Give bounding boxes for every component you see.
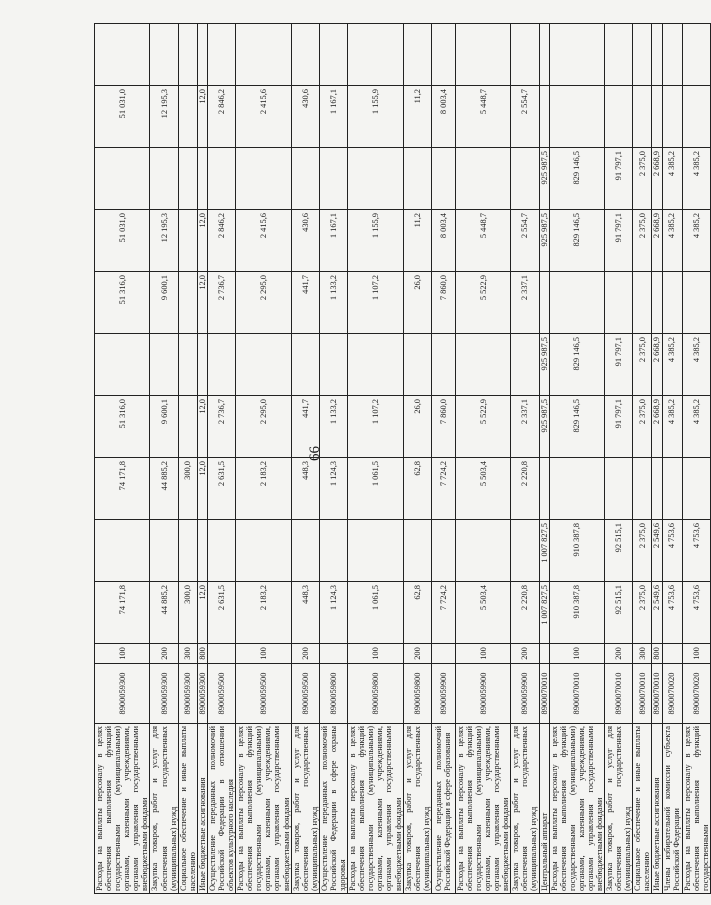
row-value-cell: 2 668,9 <box>652 148 662 210</box>
row-value-cell: 91 797,1 <box>605 210 633 272</box>
row-value-cell <box>403 520 431 582</box>
row-value-cell <box>652 86 662 148</box>
row-name-cell: Расходы на выплаты персоналу в целях обеспечения выполнения функций государственными (муниципальными) органами, казенными учреждениями, органами управления государственными внебюджетными фондами <box>236 724 291 894</box>
row-value-cell: 2 375,0 <box>633 334 652 396</box>
table-row <box>682 24 710 894</box>
row-value-cell: 2 554,7 <box>511 210 539 272</box>
row-value-cell <box>207 520 235 582</box>
table-row <box>291 24 319 894</box>
row-value-cell: 925 987,5 <box>539 148 549 210</box>
row-value-cell <box>549 24 604 86</box>
row-value-cell <box>178 148 197 210</box>
row-value-cell: 4 385,2 <box>682 210 710 272</box>
row-value-cell: 51 031,0 <box>95 86 150 148</box>
table-row <box>150 24 178 894</box>
row-value-cell: 9 600,1 <box>150 396 178 458</box>
row-value-cell: 2 736,7 <box>207 272 235 334</box>
row-value-cell <box>178 334 197 396</box>
row-value-cell: 91 797,1 <box>605 334 633 396</box>
row-code-cell: 8900059900 <box>431 664 455 724</box>
row-expense-type-cell: 100 <box>549 644 604 664</box>
row-value-cell <box>511 24 539 86</box>
budget-table <box>94 23 711 894</box>
row-value-cell <box>197 520 207 582</box>
row-value-cell: 448,3 <box>291 458 319 520</box>
row-value-cell <box>178 396 197 458</box>
row-value-cell: 2 554,7 <box>511 86 539 148</box>
row-value-cell <box>633 86 652 148</box>
row-value-cell <box>652 272 662 334</box>
table-row <box>605 24 633 894</box>
row-code-cell: 8900070010 <box>549 664 604 724</box>
row-value-cell: 2 549,6 <box>652 520 662 582</box>
table-row <box>633 24 652 894</box>
row-value-cell: 4 753,6 <box>682 582 710 644</box>
row-code-cell: 8900070020 <box>662 664 682 724</box>
row-value-cell <box>150 520 178 582</box>
table-row <box>652 24 662 894</box>
row-value-cell <box>319 148 347 210</box>
table-row <box>511 24 539 894</box>
row-value-cell: 1 107,2 <box>348 272 403 334</box>
row-value-cell: 2 415,6 <box>236 210 291 272</box>
row-value-cell <box>539 458 549 520</box>
row-value-cell: 74 171,8 <box>95 582 150 644</box>
row-value-cell <box>455 334 510 396</box>
row-value-cell <box>150 148 178 210</box>
row-value-cell: 910 387,8 <box>549 582 604 644</box>
row-name-cell: Расходы на выплаты персоналу в целях обеспечения выполнения функций государственными (муниципальными) органами, казенными учреждениями, органами управления государственными внебюджетными фондами <box>95 724 150 894</box>
row-value-cell: 829 146,5 <box>549 210 604 272</box>
row-value-cell <box>682 24 710 86</box>
row-value-cell: 441,7 <box>291 272 319 334</box>
row-value-cell <box>539 272 549 334</box>
row-code-cell: 8900059300 <box>95 664 150 724</box>
row-code-cell: 8900070010 <box>633 664 652 724</box>
row-value-cell: 12,0 <box>197 86 207 148</box>
row-name-cell: Иные бюджетные ассигнования <box>652 724 662 894</box>
row-value-cell: 5 503,4 <box>455 458 510 520</box>
row-value-cell <box>207 334 235 396</box>
row-value-cell: 2 295,0 <box>236 396 291 458</box>
row-value-cell: 62,8 <box>403 582 431 644</box>
row-expense-type-cell: 800 <box>652 644 662 664</box>
row-value-cell: 11,2 <box>403 86 431 148</box>
table-row <box>431 24 455 894</box>
row-value-cell <box>236 334 291 396</box>
row-value-cell: 300,0 <box>178 582 197 644</box>
row-value-cell <box>431 334 455 396</box>
row-value-cell: 12,0 <box>197 210 207 272</box>
row-value-cell: 12,0 <box>197 396 207 458</box>
page-number-text: 66 <box>306 445 323 461</box>
row-value-cell: 7 724,2 <box>431 582 455 644</box>
row-expense-type-cell: 300 <box>178 644 197 664</box>
row-value-cell <box>197 334 207 396</box>
row-name-cell: Социальное обеспечение и иные выплаты населению <box>633 724 652 894</box>
row-value-cell: 2 668,9 <box>652 396 662 458</box>
row-value-cell <box>348 520 403 582</box>
row-value-cell <box>319 520 347 582</box>
row-code-cell: 8900070010 <box>605 664 633 724</box>
row-value-cell: 4 385,2 <box>662 396 682 458</box>
row-value-cell: 12,0 <box>197 272 207 334</box>
row-value-cell: 91 797,1 <box>605 396 633 458</box>
row-value-cell: 2 668,9 <box>652 210 662 272</box>
row-value-cell <box>682 272 710 334</box>
table-row <box>348 24 403 894</box>
table-row <box>455 24 510 894</box>
row-expense-type-cell: 200 <box>291 644 319 664</box>
row-value-cell <box>236 24 291 86</box>
row-value-cell: 1 124,3 <box>319 458 347 520</box>
row-value-cell: 5 522,9 <box>455 272 510 334</box>
table-row <box>95 24 150 894</box>
row-value-cell <box>319 334 347 396</box>
table-row <box>236 24 291 894</box>
row-value-cell <box>511 334 539 396</box>
row-expense-type-cell: 200 <box>605 644 633 664</box>
row-value-cell <box>633 24 652 86</box>
table-row <box>319 24 347 894</box>
row-value-cell <box>178 272 197 334</box>
row-value-cell: 2 183,2 <box>236 582 291 644</box>
row-code-cell: 8900059800 <box>348 664 403 724</box>
row-value-cell: 26,0 <box>403 272 431 334</box>
row-value-cell <box>455 24 510 86</box>
row-value-cell <box>291 24 319 86</box>
row-value-cell: 1 124,3 <box>319 582 347 644</box>
row-name-cell: Члены избирательной комиссии субъекта Российской Федерации <box>662 724 682 894</box>
row-value-cell: 448,3 <box>291 582 319 644</box>
row-value-cell: 12 195,3 <box>150 86 178 148</box>
row-expense-type-cell: 200 <box>511 644 539 664</box>
row-code-cell: 8900059500 <box>291 664 319 724</box>
row-value-cell <box>95 24 150 86</box>
row-value-cell: 9 600,1 <box>150 272 178 334</box>
row-value-cell: 2 668,9 <box>652 334 662 396</box>
row-value-cell <box>605 458 633 520</box>
row-value-cell: 91 797,1 <box>605 148 633 210</box>
row-value-cell: 12 195,3 <box>150 210 178 272</box>
row-value-cell <box>511 520 539 582</box>
row-value-cell: 1 155,9 <box>348 210 403 272</box>
row-value-cell: 5 503,4 <box>455 582 510 644</box>
row-value-cell: 5 448,7 <box>455 210 510 272</box>
row-value-cell <box>539 86 549 148</box>
row-value-cell: 829 146,5 <box>549 334 604 396</box>
row-value-cell: 430,6 <box>291 86 319 148</box>
row-value-cell: 2 846,2 <box>207 210 235 272</box>
table-row <box>403 24 431 894</box>
row-value-cell <box>348 334 403 396</box>
row-value-cell: 430,6 <box>291 210 319 272</box>
row-value-cell: 1 107,2 <box>348 396 403 458</box>
row-value-cell: 11,2 <box>403 210 431 272</box>
row-value-cell <box>549 272 604 334</box>
budget-table-rotated <box>94 24 710 894</box>
row-value-cell <box>403 24 431 86</box>
row-value-cell: 1 133,2 <box>319 396 347 458</box>
row-value-cell: 4 385,2 <box>682 334 710 396</box>
row-expense-type-cell: 200 <box>150 644 178 664</box>
row-value-cell <box>431 24 455 86</box>
row-name-cell: Центральный аппарат <box>539 724 549 894</box>
row-value-cell <box>549 86 604 148</box>
row-value-cell <box>178 520 197 582</box>
table-row <box>539 24 549 894</box>
row-value-cell <box>178 86 197 148</box>
row-value-cell <box>511 148 539 210</box>
row-value-cell: 44 885,2 <box>150 458 178 520</box>
row-expense-type-cell: 300 <box>633 644 652 664</box>
row-value-cell: 1 167,1 <box>319 86 347 148</box>
row-expense-type-cell: 200 <box>403 644 431 664</box>
row-value-cell: 1 167,1 <box>319 210 347 272</box>
row-value-cell: 910 387,8 <box>549 520 604 582</box>
row-value-cell: 4 385,2 <box>682 396 710 458</box>
row-value-cell: 925 987,5 <box>539 334 549 396</box>
row-value-cell <box>95 520 150 582</box>
table-row <box>197 24 207 894</box>
row-value-cell: 2 846,2 <box>207 86 235 148</box>
row-value-cell: 5 448,7 <box>455 86 510 148</box>
row-value-cell: 2 183,2 <box>236 458 291 520</box>
row-name-cell: Расходы на выплаты персоналу в целях обеспечения выполнения функций государственными (муниципальными) органами, казенными учреждениями, органами управления государственными внебюджетными фондами <box>549 724 604 894</box>
row-value-cell: 2 375,0 <box>633 148 652 210</box>
row-value-cell: 2 295,0 <box>236 272 291 334</box>
row-value-cell: 2 415,6 <box>236 86 291 148</box>
row-value-cell: 1 061,5 <box>348 582 403 644</box>
row-value-cell: 2 220,8 <box>511 582 539 644</box>
row-value-cell <box>236 520 291 582</box>
row-name-cell: Закупка товаров, работ и услуг для обеспечения государственных (муниципальных) нужд <box>403 724 431 894</box>
row-value-cell: 2 375,0 <box>633 582 652 644</box>
row-value-cell <box>291 148 319 210</box>
budget-table-body <box>95 24 711 894</box>
row-value-cell: 2 375,0 <box>633 520 652 582</box>
row-value-cell: 92 515,1 <box>605 520 633 582</box>
row-value-cell: 12,0 <box>197 582 207 644</box>
row-expense-type-cell: 100 <box>455 644 510 664</box>
row-value-cell: 4 385,2 <box>662 210 682 272</box>
row-value-cell: 2 736,7 <box>207 396 235 458</box>
row-name-cell: Расходы на выплаты персоналу в целях обеспечения выполнения функций государственными (муниципальными) органами, казенными учреждениями, органами управления государственными внебюджетными фондами <box>348 724 403 894</box>
row-value-cell: 2 631,5 <box>207 582 235 644</box>
row-value-cell: 2 549,6 <box>652 582 662 644</box>
row-value-cell <box>291 334 319 396</box>
row-expense-type-cell <box>207 644 235 664</box>
table-row <box>549 24 604 894</box>
row-value-cell: 1 007 827,5 <box>539 520 549 582</box>
row-name-cell: Закупка товаров, работ и услуг для обеспечения государственных (муниципальных) нужд <box>511 724 539 894</box>
row-value-cell <box>652 458 662 520</box>
row-value-cell <box>95 334 150 396</box>
row-code-cell: 8900070020 <box>682 664 710 724</box>
row-value-cell <box>549 458 604 520</box>
row-name-cell: Осуществление переданных полномочий Российской Федерации в сфере охраны здоровья <box>319 724 347 894</box>
row-value-cell: 4 385,2 <box>662 148 682 210</box>
row-name-cell: Социальное обеспечение и иные выплаты населению <box>178 724 197 894</box>
row-value-cell <box>431 520 455 582</box>
row-expense-type-cell: 100 <box>95 644 150 664</box>
row-value-cell: 4 385,2 <box>662 334 682 396</box>
row-value-cell: 1 061,5 <box>348 458 403 520</box>
row-value-cell <box>319 24 347 86</box>
row-value-cell: 1 007 827,5 <box>539 582 549 644</box>
row-value-cell <box>662 272 682 334</box>
row-code-cell: 8900059900 <box>455 664 510 724</box>
table-row <box>207 24 235 894</box>
row-value-cell: 2 375,0 <box>633 210 652 272</box>
row-expense-type-cell <box>319 644 347 664</box>
row-value-cell: 4 753,6 <box>662 582 682 644</box>
row-code-cell: 8900059300 <box>178 664 197 724</box>
row-value-cell: 2 375,0 <box>633 396 652 458</box>
row-value-cell <box>605 24 633 86</box>
row-value-cell: 12,0 <box>197 458 207 520</box>
row-value-cell: 7 860,0 <box>431 272 455 334</box>
row-expense-type-cell <box>662 644 682 664</box>
row-value-cell <box>662 86 682 148</box>
row-value-cell <box>455 148 510 210</box>
row-value-cell: 51 316,0 <box>95 396 150 458</box>
row-code-cell: 8900059800 <box>403 664 431 724</box>
row-code-cell: 8900059500 <box>207 664 235 724</box>
row-value-cell <box>605 272 633 334</box>
row-value-cell <box>197 148 207 210</box>
row-expense-type-cell <box>539 644 549 664</box>
row-value-cell <box>207 24 235 86</box>
row-value-cell: 441,7 <box>291 396 319 458</box>
row-name-cell: Расходы на выплаты персоналу в целях обеспечения выполнения функций государственными <box>682 724 710 894</box>
row-value-cell <box>455 520 510 582</box>
row-value-cell <box>682 458 710 520</box>
row-value-cell <box>403 334 431 396</box>
row-value-cell: 7 724,2 <box>431 458 455 520</box>
row-value-cell <box>150 24 178 86</box>
table-row <box>662 24 682 894</box>
row-value-cell <box>178 210 197 272</box>
row-value-cell <box>95 148 150 210</box>
row-code-cell: 8900059900 <box>511 664 539 724</box>
row-name-cell: Осуществление переданных полномочий Российской Федерации в сфере образования <box>431 724 455 894</box>
row-value-cell <box>682 86 710 148</box>
row-value-cell <box>652 24 662 86</box>
row-value-cell <box>348 24 403 86</box>
row-value-cell: 8 003,4 <box>431 210 455 272</box>
row-value-cell <box>662 458 682 520</box>
row-name-cell: Расходы на выплаты персоналу в целях обеспечения выполнения функций государственными (муниципальными) органами, казенными учреждениями, органами управления государственными внебюджетными фондами <box>455 724 510 894</box>
row-code-cell: 8900070010 <box>652 664 662 724</box>
row-value-cell: 7 860,0 <box>431 396 455 458</box>
table-row <box>178 24 197 894</box>
row-value-cell: 925 987,5 <box>539 210 549 272</box>
row-value-cell <box>207 148 235 210</box>
row-name-cell: Закупка товаров, работ и услуг для обеспечения государственных (муниципальных) нужд <box>291 724 319 894</box>
row-value-cell <box>662 24 682 86</box>
row-value-cell <box>633 272 652 334</box>
row-value-cell <box>236 148 291 210</box>
row-value-cell: 5 522,9 <box>455 396 510 458</box>
row-code-cell: 8900059500 <box>236 664 291 724</box>
row-code-cell: 8900070010 <box>539 664 549 724</box>
row-code-cell: 8900059300 <box>150 664 178 724</box>
row-value-cell: 51 031,0 <box>95 210 150 272</box>
row-value-cell: 829 146,5 <box>549 148 604 210</box>
row-value-cell: 2 337,1 <box>511 272 539 334</box>
row-value-cell: 2 220,8 <box>511 458 539 520</box>
row-value-cell: 4 753,6 <box>682 520 710 582</box>
row-value-cell <box>539 24 549 86</box>
row-value-cell: 1 133,2 <box>319 272 347 334</box>
row-value-cell <box>197 24 207 86</box>
row-value-cell: 92 515,1 <box>605 582 633 644</box>
row-value-cell: 300,0 <box>178 458 197 520</box>
row-value-cell <box>348 148 403 210</box>
row-expense-type-cell: 100 <box>682 644 710 664</box>
row-value-cell: 26,0 <box>403 396 431 458</box>
row-expense-type-cell: 100 <box>348 644 403 664</box>
row-value-cell <box>150 334 178 396</box>
row-code-cell: 8900059800 <box>319 664 347 724</box>
row-value-cell: 829 146,5 <box>549 396 604 458</box>
row-code-cell: 8900059300 <box>197 664 207 724</box>
row-name-cell: Закупка товаров, работ и услуг для обеспечения государственных (муниципальных) нужд <box>150 724 178 894</box>
row-name-cell: Иные бюджетные ассигнования <box>197 724 207 894</box>
row-value-cell: 8 003,4 <box>431 86 455 148</box>
row-value-cell: 2 631,5 <box>207 458 235 520</box>
row-name-cell: Осуществление переданных полномочий Российской Федерации в отношении объектов культурного наследия <box>207 724 235 894</box>
row-value-cell <box>431 148 455 210</box>
row-value-cell: 51 316,0 <box>95 272 150 334</box>
row-expense-type-cell <box>431 644 455 664</box>
row-value-cell: 4 753,6 <box>662 520 682 582</box>
row-name-cell: Закупка товаров, работ и услуг для обеспечения государственных (муниципальных) нужд <box>605 724 633 894</box>
row-value-cell: 2 337,1 <box>511 396 539 458</box>
row-value-cell: 4 385,2 <box>682 148 710 210</box>
row-value-cell: 74 171,8 <box>95 458 150 520</box>
row-expense-type-cell: 800 <box>197 644 207 664</box>
row-value-cell: 44 885,2 <box>150 582 178 644</box>
row-expense-type-cell: 100 <box>236 644 291 664</box>
row-value-cell: 62,8 <box>403 458 431 520</box>
row-value-cell <box>291 520 319 582</box>
row-value-cell: 925 987,5 <box>539 396 549 458</box>
row-value-cell <box>605 86 633 148</box>
row-value-cell <box>633 458 652 520</box>
row-value-cell: 1 155,9 <box>348 86 403 148</box>
row-value-cell <box>178 24 197 86</box>
row-value-cell <box>403 148 431 210</box>
